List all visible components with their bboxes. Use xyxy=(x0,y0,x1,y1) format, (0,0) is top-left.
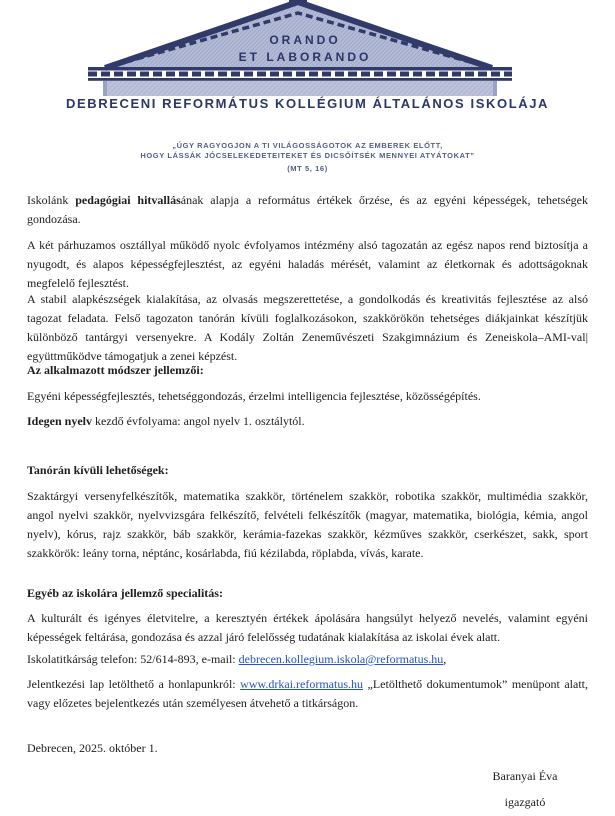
pediment-graphic xyxy=(78,0,538,100)
foreign-language-post: kezdő évfolyama: angol nyelv 1. osztálytól. xyxy=(92,414,305,428)
paragraph-contact xyxy=(27,650,588,669)
verse-line-2: HOGY LÁSSÁK JÓCSELEKEDETEITEKET ÉS DICSŐÍTSÉK MENNYEI ATYÁTOKAT” xyxy=(140,150,475,160)
pediment-motto-line2: ET LABORANDO xyxy=(238,50,372,64)
paragraph-method: Egyéni képességfejlesztés, tehetséggondozás, érzelmi intelligencia fejlesztése, közösségépítés. xyxy=(27,389,481,403)
mission-text-bold: pedagógiai hitvallás xyxy=(75,193,181,207)
heading-specialty: Egyéb az iskolára jellemző specialitás: xyxy=(27,586,223,600)
download-text-pre: Jelentkezési lap letölthető a honlapunkról: xyxy=(27,677,241,691)
heading-extracurricular: Tanórán kívüli lehetőségek: xyxy=(27,463,169,477)
email-link[interactable]: debrecen.kollegium.iskola@reformatus.hu xyxy=(238,652,444,666)
download-text-post: „Letölthető dokumentumok” menüpont alatt, vagy előzetes bejelentkezés után személyesen átvehető a titkárságon. xyxy=(27,677,588,710)
school-logo xyxy=(78,0,538,100)
pediment-motto-line1: ORANDO xyxy=(269,33,341,47)
cornice-bottom-bar xyxy=(88,78,512,81)
paragraph-skills: A stabil alapkészségek kialakítása, az olvasás megszerettetése, a gondolkodás és kreativitás fejlesztése az alsó tagozat feladata. Felső tagozaton tanórán kívüli foglalkozásokon, szakkörökön tehetséges diákjainkat készítjük különböző tantárgyi versenyekre. A Kodály Zoltán Zeneművészeti Szakgimnázium és Zeneiskola–AMI-val| együttműködve támogatjuk a zenei képzést. xyxy=(27,292,588,363)
mission-text-pre: Iskolánk xyxy=(27,193,76,207)
cornice-top-bar xyxy=(88,67,512,71)
verse-reference: (MT 5, 16) xyxy=(287,164,328,173)
paragraph-specialty: A kulturált és igényes életvitelre, a keresztyén értékek ápolására hangsúlyt helyező nevelés, valamint egyéni képességek feltárása, gondozása és azzal járó felelősség tudatának kialakítása az iskolai évek alatt. xyxy=(27,611,588,644)
frieze-texture xyxy=(103,81,497,96)
school-name: DEBRECENI REFORMÁTUS KOLLÉGIUM ÁLTALÁNOS ISKOLÁJA xyxy=(65,96,550,111)
heading-method: Az alkalmazott módszer jellemzői: xyxy=(27,363,204,377)
mission-text-post: ának alapja a református értékek őrzése, és az egyéni képességek, tehetségek gondozása. xyxy=(27,193,588,226)
signature-title: igazgató xyxy=(504,795,546,809)
signature-block xyxy=(455,763,595,815)
paragraph-foreign-language xyxy=(27,412,588,431)
bible-verse xyxy=(0,141,615,174)
verse-line-1: „ÚGY RAGYOGJON A TI VILÁGOSSÁGOTOK AZ EMBEREK ELŐTT, xyxy=(172,141,443,150)
paragraph-mission xyxy=(27,191,588,229)
paragraph-lower-grades: A két párhuzamos osztállyal működő nyolc évfolyamos intézmény alsó tagozatán az egész napos rend biztosítja a nyugodt, és alapos képességfejlesztést, az egyéni haladás mérését, valamint az életkornak és adottságoknak megfelelő fejlesztést. xyxy=(27,238,588,290)
foreign-language-bold: Idegen nyelv xyxy=(27,414,93,428)
contact-text-post: , xyxy=(443,652,447,666)
frieze-right-edge xyxy=(493,81,497,96)
paragraph-extracurricular-list: Szaktárgyi versenyfelkészítők, matematika szakkör, történelem szakkör, robotika szakkör, multimédia szakkör, angol nyelvi szakkör, nyelvvizsgára felkészítő, felvételi felkészítők (magyar, matematika, biológia, kémia, angol nyelv), kórus, rajz szakkör, báb szakkör, kerámia-fazekas szakkör, kézműves szakkör, cserkészet, sakk, sport szakkörök: leány torna, néptánc, kosárlabda, fiú kézilabda, röplabda, vívás, karate. xyxy=(27,489,588,560)
paragraph-download xyxy=(27,675,588,713)
frieze-left-edge xyxy=(103,81,107,96)
contact-text-pre: Iskolatitkárság telefon: 52/614-893, e-mail: xyxy=(27,652,239,666)
signature-name: Baranyai Éva xyxy=(492,769,558,783)
date-line: Debrecen, 2025. október 1. xyxy=(27,741,158,755)
pediment-apex-ornament xyxy=(289,0,307,5)
website-link[interactable]: www.drkai.reformatus.hu xyxy=(240,677,364,691)
